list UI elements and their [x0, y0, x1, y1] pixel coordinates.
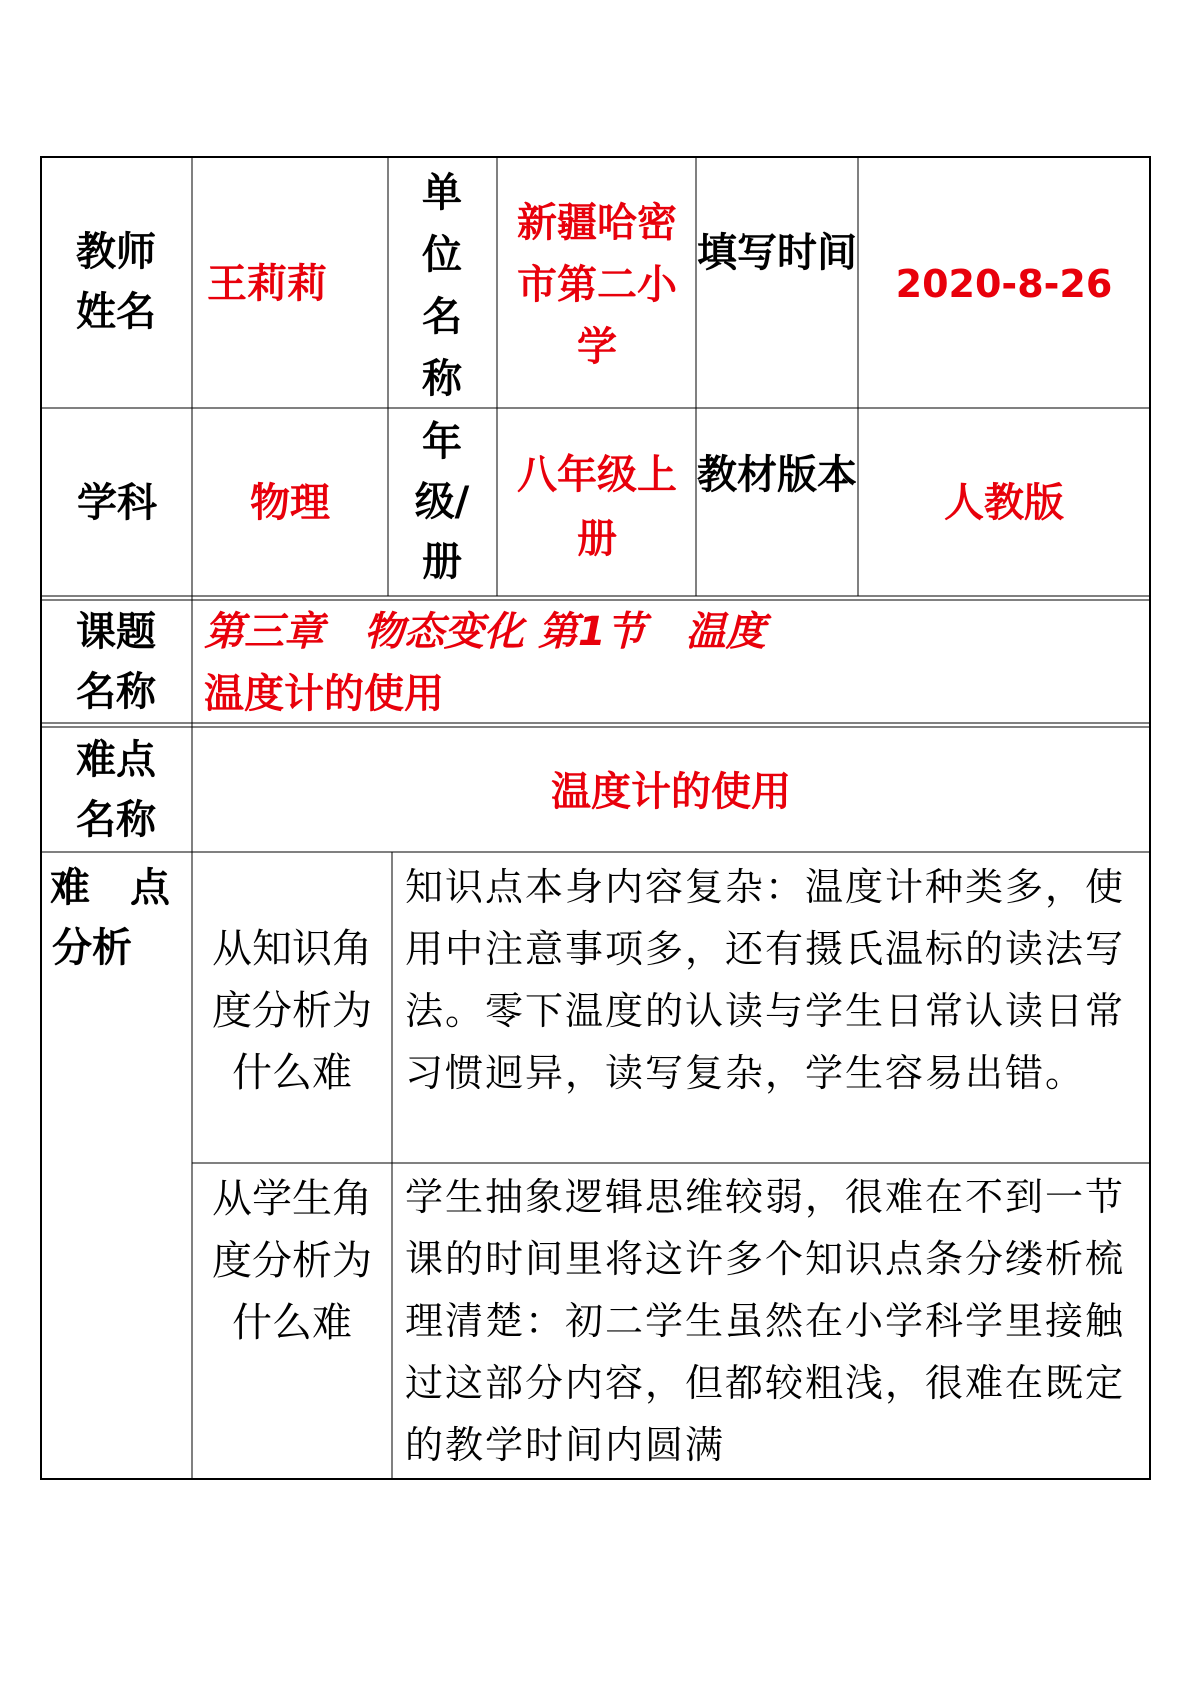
- unit-name-value: 新疆哈密市第二小学: [517, 200, 677, 370]
- topic-line-2: 温度计的使用: [204, 671, 444, 717]
- student-angle-label: 从学生角度分析为什么难: [212, 1176, 372, 1346]
- fill-date-label: 填写时间: [697, 230, 857, 276]
- topic-line-1: 第三章 物态变化 第1节 温度: [204, 609, 766, 655]
- teacher-name-value: 王莉莉: [207, 261, 327, 307]
- subject-value: 物理: [250, 480, 330, 526]
- difficulty-name-value: 温度计的使用: [551, 769, 791, 815]
- subject-label: 学科: [77, 480, 157, 526]
- topic-label: 课题名称: [76, 609, 156, 715]
- difficulty-name-label: 难点名称: [76, 737, 156, 843]
- fill-date-value: 2020-8-26: [895, 262, 1113, 306]
- knowledge-angle-text: 知识点本身内容复杂：温度计种类多，使用中注意事项多，还有摄氏温标的读法写法。零下温度的认读与学生日常认读日常习惯迥异，读写复杂，学生容易出错。: [405, 865, 1126, 1095]
- edition-label: 教材版本: [697, 452, 857, 498]
- grade-label: 年级/册: [414, 419, 470, 585]
- grade-value: 八年级上册: [517, 452, 677, 562]
- student-angle-text: 学生抽象逻辑思维较弱，很难在不到一节课的时间里将这许多个知识点条分缕析梳理清楚：初二学生虽然在小学科学里接触过这部分内容，但都较粗浅，很难在既定的教学时间内圆满: [405, 1175, 1126, 1467]
- edition-value: 人教版: [944, 480, 1064, 526]
- analysis-label-line-1: 难 点: [50, 865, 170, 911]
- analysis-label-line-2: 分析: [52, 925, 132, 971]
- unit-name-label: 单位名称: [422, 170, 462, 402]
- knowledge-angle-label: 从知识角度分析为什么难: [212, 926, 372, 1096]
- teacher-name-label: 教师姓名: [76, 229, 156, 335]
